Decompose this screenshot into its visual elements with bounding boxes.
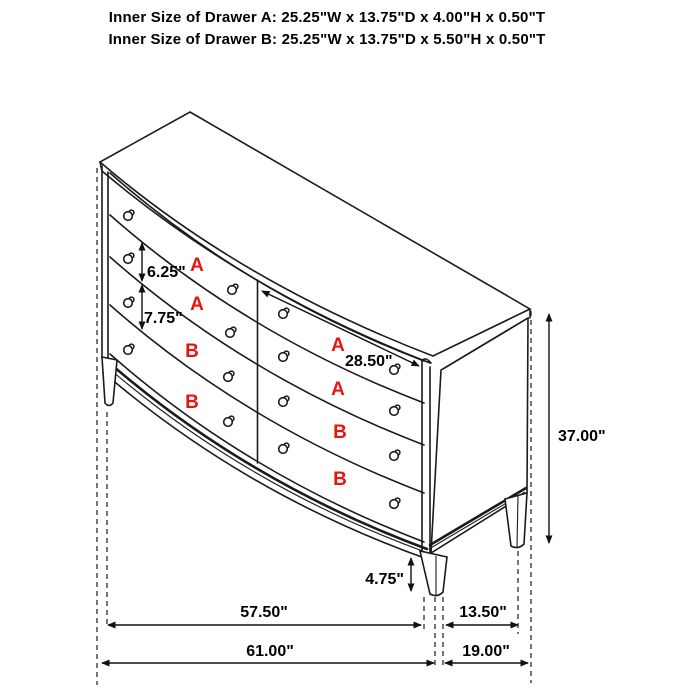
dim-label-leg-height: 4.75" <box>365 571 404 588</box>
front-molding-2 <box>105 365 428 553</box>
dim-label-drawer-width: 28.50" <box>345 353 393 370</box>
front-molding-1 <box>106 360 427 549</box>
dim-label-overall-depth: 19.00" <box>462 643 510 660</box>
dim-label-depth-between-legs: 13.50" <box>459 604 507 621</box>
dim-label-width-between-legs: 57.50" <box>240 604 288 621</box>
dim-label-overall-width: 61.00" <box>246 643 294 660</box>
dim-label-drawer-b-height: 7.75" <box>144 310 183 327</box>
drawer-divider-4 <box>110 354 424 542</box>
back-right-leg <box>505 493 527 548</box>
label-left-drawer-3: B <box>185 341 199 362</box>
front-left-leg <box>102 357 117 406</box>
label-left-drawer-1: A <box>190 255 204 276</box>
label-left-drawer-4: B <box>185 392 199 413</box>
label-right-drawer-2: A <box>331 379 345 400</box>
dresser-body <box>100 112 530 596</box>
header-line-drawer-b: Inner Size of Drawer B: 25.25"W x 13.75"D x 5.50"H x 0.50"T <box>108 31 546 48</box>
dim-label-drawer-a-height: 6.25" <box>147 264 186 281</box>
header-line-drawer-a: Inner Size of Drawer A: 25.25"W x 13.75"D x 4.00"H x 0.50"T <box>108 9 546 26</box>
label-right-drawer-1: A <box>331 335 345 356</box>
dim-label-overall-height: 37.00" <box>558 428 606 445</box>
label-right-drawer-3: B <box>333 422 347 443</box>
label-right-drawer-4: B <box>333 469 347 490</box>
label-left-drawer-2: A <box>190 294 204 315</box>
front-right-leg <box>420 551 447 596</box>
